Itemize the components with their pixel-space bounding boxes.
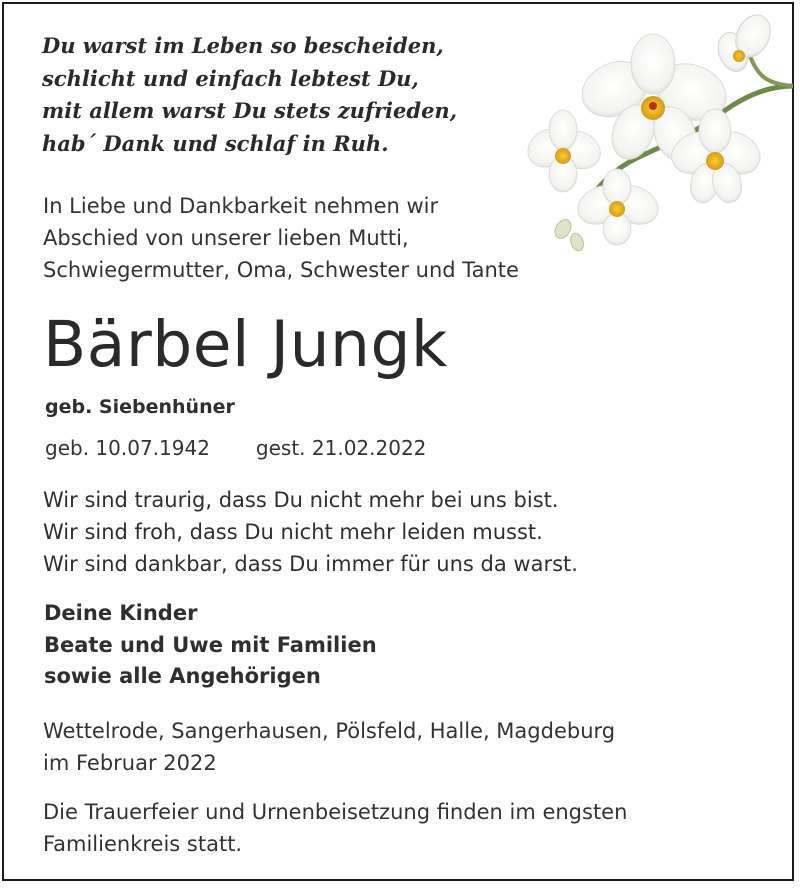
memorial-poem — [42, 30, 457, 160]
orchid-illustration — [525, 14, 793, 254]
intro-line: In Liebe und Dankbarkeit nehmen wir — [43, 194, 439, 218]
birth-name: geb. Siebenhüner — [45, 396, 235, 418]
intro-line: Abschied von unserer lieben Mutti, — [43, 226, 409, 250]
poem-line: hab´ Dank und schlaf in Ruh. — [42, 130, 389, 156]
poem-line: mit allem warst Du stets zufrieden, — [42, 98, 458, 123]
intro-text — [43, 190, 519, 286]
notice-line: Die Trauerfeier und Urnenbeisetzung finden im engsten — [43, 800, 628, 824]
verse-line: Wir sind traurig, dass Du nicht mehr bei uns bist. — [43, 488, 559, 512]
date-line: im Februar 2022 — [43, 751, 217, 775]
life-dates — [45, 436, 426, 460]
verse-line: Wir sind froh, dass Du nicht mehr leiden musst. — [43, 520, 543, 544]
poem-line: Du warst im Leben so bescheiden, — [42, 33, 444, 58]
notice-line: Familienkreis statt. — [43, 832, 243, 856]
poem-line: schlicht und einfach lebtest Du, — [42, 65, 419, 91]
mourning-verse — [43, 484, 578, 580]
mourner-line: sowie alle Angehörigen — [44, 664, 321, 688]
intro-line: Schwiegermutter, Oma, Schwester und Tante — [43, 258, 519, 282]
deceased-name: Bärbel Jungk — [43, 308, 448, 381]
birth-date: geb. 10.07.1942 — [45, 436, 210, 460]
verse-line: Wir sind dankbar, dass Du immer für uns da warst. — [43, 552, 578, 576]
funeral-notice — [43, 796, 627, 860]
mourner-line: Deine Kinder — [44, 601, 198, 625]
mourners-list — [44, 598, 377, 693]
mourner-line: Beate und Uwe mit Familien — [44, 632, 377, 657]
places-line: Wettelrode, Sangerhausen, Pölsfeld, Halle, Magdeburg — [43, 719, 616, 743]
places-and-date — [43, 715, 615, 779]
death-date: gest. 21.02.2022 — [255, 436, 427, 460]
